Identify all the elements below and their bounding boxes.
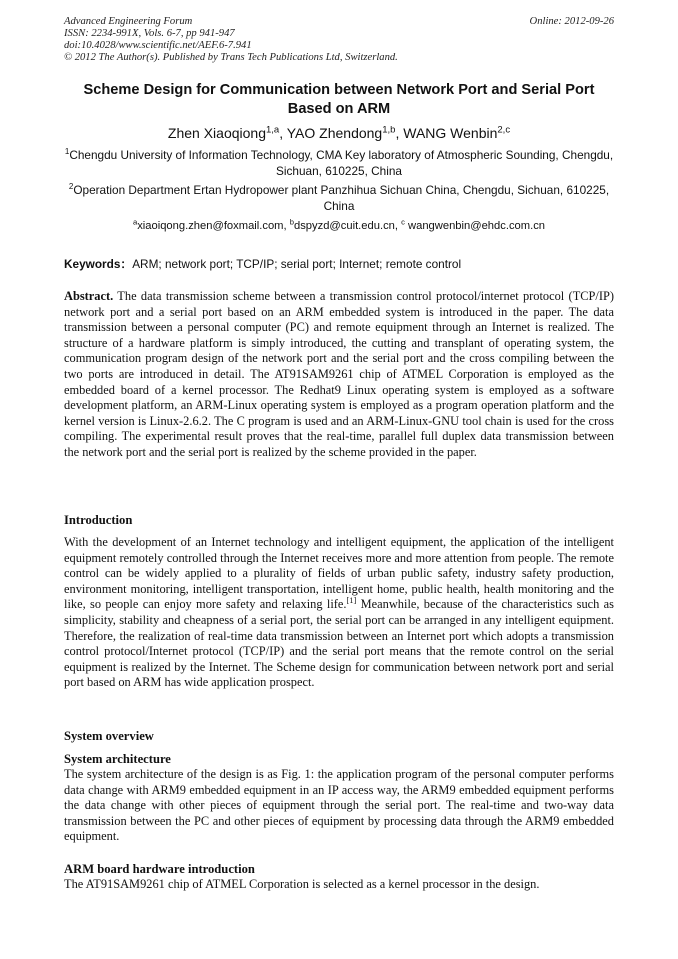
affiliation-mark: 2 <box>68 182 74 192</box>
subsection-heading-system-architecture: System architecture <box>64 752 171 766</box>
affiliation-text: Chengdu University of Information Technology, CMA Key laboratory of Atmospheric Sounding, Chengdu, Sichuan, 610225, China <box>69 148 614 178</box>
affiliation-text: Operation Department Ertan Hydropower plant Panzhihua Sichuan China, Chengdu, Sichuan, 610225, China <box>73 183 610 213</box>
online-date: Online: 2012-09-26 <box>529 16 614 27</box>
email-mark: b <box>289 217 294 227</box>
abstract-text: The data transmission scheme between a transmission control protocol/internet protocol (TCP/IP) network port and a serial port based on an ARM embedded system is introduced in the paper. The data transmission between a personal computer (PC) and remote equipment through an Internet is realized. The structure of a hardware platform is simply introduced, the cutting and transplant of operating system, the communication program design of the network port and the serial port and the cross compiling between the two ports are introduced in detail. The AT91SAM9261 chip of ATMEL Corporation is employed as the embedded board of a kernel processor. The Redhat9 Linux operating system is employed as a software development platform, an ARM-Linux operating system is employed as a program operation platform and the kernel version is Linux-2.6.2. The C program is used and an ARM-Linux-GNU tool chain is used for the cross compiling. The experimental result proves that the real-time, parallel full duplex data transmission between the network port and the serial port is realized by the scheme provided in the paper. <box>64 289 614 459</box>
author-affiliation-mark: 1,a <box>265 124 280 136</box>
subsection-heading-arm-board: ARM board hardware introduction <box>64 862 255 876</box>
journal-copyright: © 2012 The Author(s). Published by Trans Tech Publications Ltd, Switzerland. <box>64 52 398 63</box>
email-address: xiaoiqong.zhen@foxmail.com <box>137 220 284 232</box>
author-emails <box>64 219 614 234</box>
abstract-label: Abstract. <box>64 289 114 303</box>
introduction-paragraph <box>64 535 614 691</box>
email-separator: , <box>394 220 402 232</box>
journal-doi: doi:10.4028/www.scientific.net/AEF.6-7.941 <box>64 40 252 51</box>
section-heading-introduction: Introduction <box>64 513 133 527</box>
email-address: dspyzd@cuit.edu.cn <box>293 220 395 232</box>
arm-board-paragraph: The AT91SAM9261 chip of ATMEL Corporation is selected as a kernel processor in the design. <box>64 877 540 891</box>
author-name: YAO Zhendong <box>286 125 383 141</box>
journal-issn: ISSN: 2234-991X, Vols. 6-7, pp 941-947 <box>64 28 235 39</box>
paper-title: Scheme Design for Communication between Network Port and Serial Port Based on ARM <box>83 82 595 117</box>
author-separator: , <box>395 125 404 141</box>
section-heading-system-overview: System overview <box>64 729 154 743</box>
affiliation-1 <box>64 148 614 179</box>
email-separator: , <box>283 220 290 232</box>
affiliation-2 <box>64 183 614 214</box>
keywords-text: ARM; network port; TCP/IP; serial port; Internet; remote control <box>132 257 462 271</box>
introduction-text-part2: Meanwhile, because of the characteristics such as simplicity, stability and cheapness of a serial port, the serial port can be arranged in any intelligent equipment. Therefore, the realization of real-time data transmission between an Internet port which adopts a transmission control protocol/Internet protocol (TCP/IP) and the serial port means that the remote control on the serial equipment is realized by the Internet. The Scheme design for communication between network port and serial port based on ARM has wide application prospect. <box>64 597 614 690</box>
affiliation-mark: 1 <box>64 147 70 157</box>
author-separator: , <box>279 125 287 141</box>
keywords <box>64 256 614 272</box>
author-list <box>64 124 614 142</box>
keywords-label: Keywords： <box>64 257 133 271</box>
journal-header <box>64 16 484 64</box>
email-mark: c <box>401 217 405 227</box>
abstract <box>64 289 614 461</box>
author-name: Zhen Xiaoqiong <box>167 125 266 141</box>
journal-name: Advanced Engineering Forum <box>64 16 193 27</box>
author-affiliation-mark: 1,b <box>382 124 396 136</box>
email-address: wangwenbin@ehdc.com.cn <box>404 220 546 232</box>
system-architecture-paragraph: The system architecture of the design is as Fig. 1: the application program of the personal computer performs data change with ARM9 embedded equipment in an IP access way, the ARM9 embedded equipment performs the data change with other pieces of equipment through the serial port. The real-time and two-way data transmission between the PC and other pieces of equipment by processing data through the ARM9 embedded equipment. <box>64 767 614 844</box>
author-affiliation-mark: 2,c <box>497 124 511 136</box>
citation-mark: [1] <box>346 595 357 606</box>
email-mark: a <box>132 217 138 227</box>
author-name: WANG Wenbin <box>403 125 498 141</box>
introduction-text-part1: With the development of an Internet technology and intelligent equipment, the application of the intelligent equipment remotely controlled through the Internet receives more and more attention from people. The remote control can be widely applied to a plurality of fields of urban public safety, industry safety production, environment monitoring, intelligent transportation, intelligent home, public health, health monitoring and the like, so people can enjoy more safety and relaxing life. <box>64 535 614 612</box>
